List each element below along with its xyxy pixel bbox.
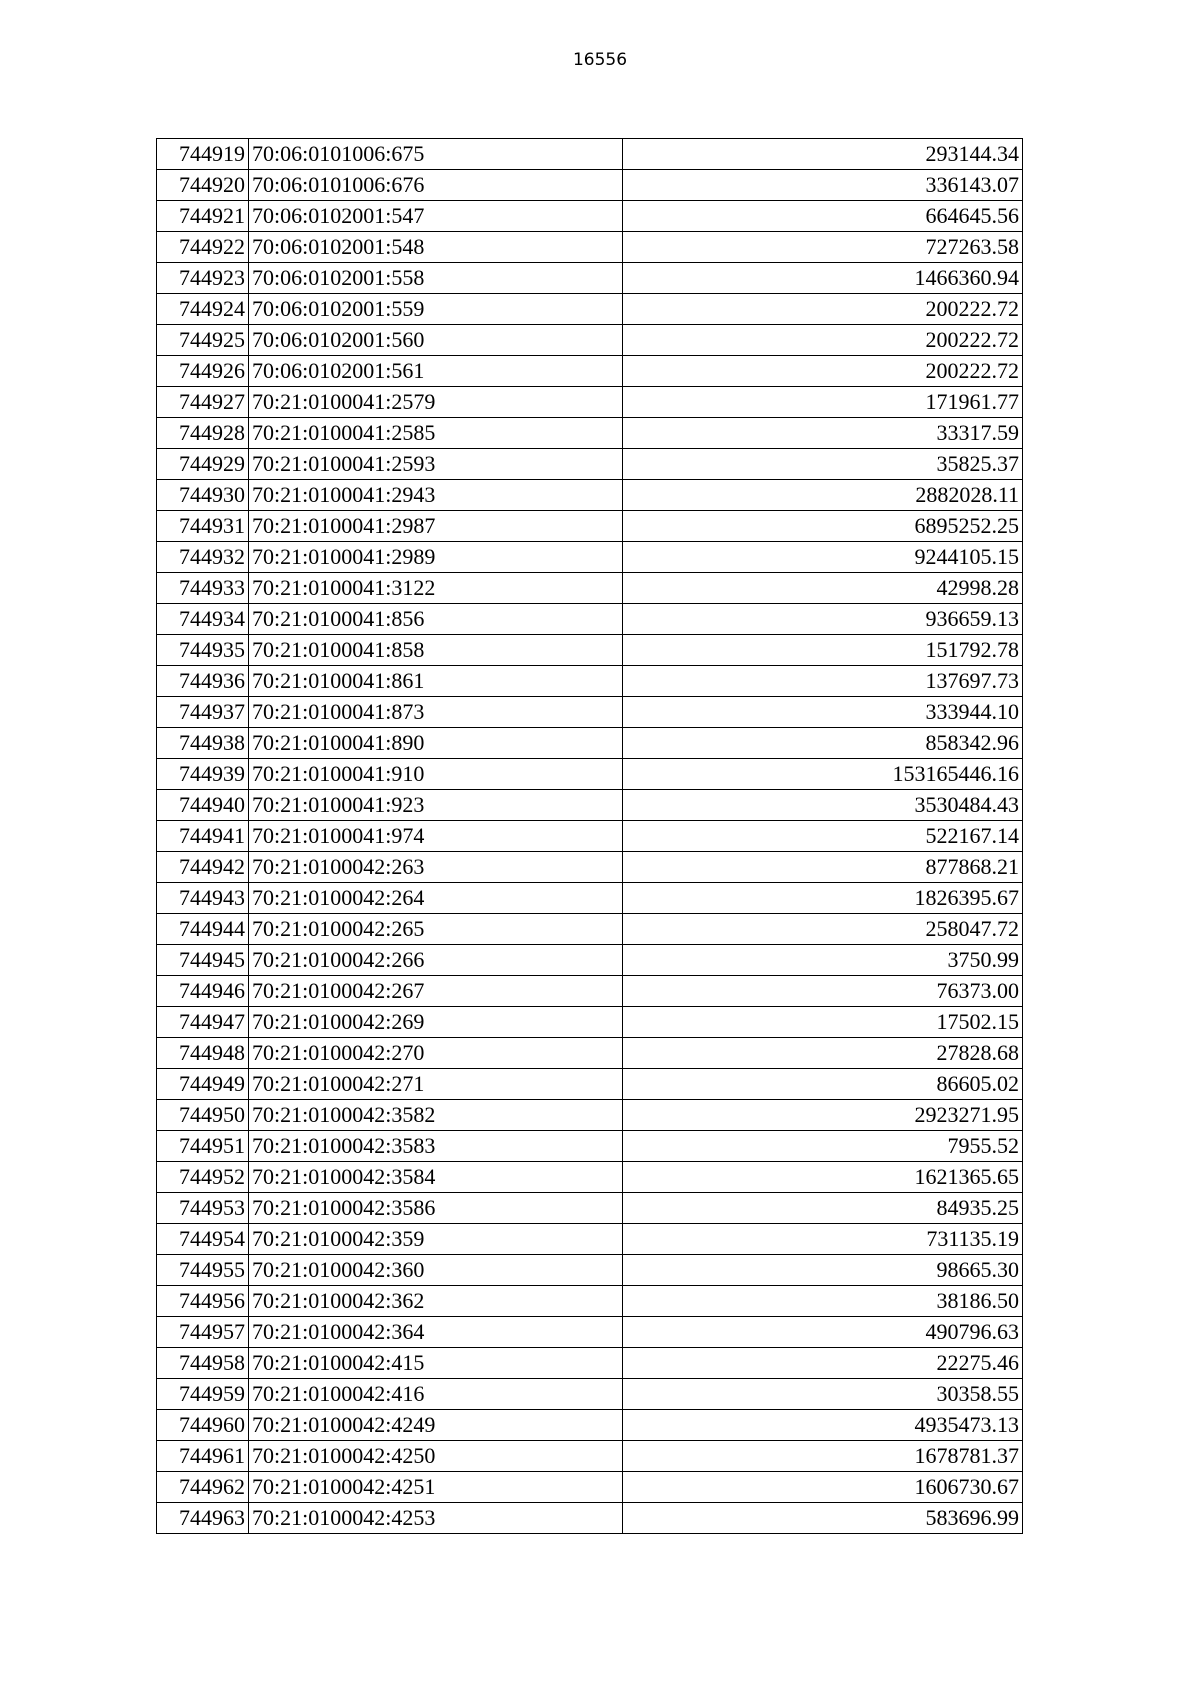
row-number-cell: 744962 xyxy=(157,1472,249,1503)
cadastral-number-cell: 70:21:0100041:2593 xyxy=(249,449,623,480)
cadastral-number-cell: 70:21:0100042:3584 xyxy=(249,1162,623,1193)
cadastral-number-cell: 70:21:0100042:267 xyxy=(249,976,623,1007)
row-number-cell: 744919 xyxy=(157,139,249,170)
row-number-cell: 744947 xyxy=(157,1007,249,1038)
cadastral-number-cell: 70:21:0100042:265 xyxy=(249,914,623,945)
cadastral-value-cell: 35825.37 xyxy=(623,449,1023,480)
cadastral-value-cell: 200222.72 xyxy=(623,356,1023,387)
row-number-cell: 744931 xyxy=(157,511,249,542)
cadastral-value-cell: 877868.21 xyxy=(623,852,1023,883)
table-row xyxy=(157,821,1023,852)
table-row xyxy=(157,1410,1023,1441)
row-number-cell: 744954 xyxy=(157,1224,249,1255)
cadastral-number-cell: 70:21:0100041:890 xyxy=(249,728,623,759)
table-row xyxy=(157,1472,1023,1503)
table-row xyxy=(157,1224,1023,1255)
cadastral-value-cell: 936659.13 xyxy=(623,604,1023,635)
cadastral-value-cell: 1826395.67 xyxy=(623,883,1023,914)
row-number-cell: 744939 xyxy=(157,759,249,790)
row-number-cell: 744934 xyxy=(157,604,249,635)
row-number-cell: 744923 xyxy=(157,263,249,294)
cadastral-value-cell: 3750.99 xyxy=(623,945,1023,976)
row-number-cell: 744933 xyxy=(157,573,249,604)
table-row xyxy=(157,976,1023,1007)
cadastral-value-cell: 137697.73 xyxy=(623,666,1023,697)
cadastral-number-cell: 70:21:0100042:364 xyxy=(249,1317,623,1348)
cadastral-value-cell: 583696.99 xyxy=(623,1503,1023,1534)
cadastral-number-cell: 70:06:0102001:560 xyxy=(249,325,623,356)
page-number: 16556 xyxy=(572,50,628,70)
cadastral-value-cell: 17502.15 xyxy=(623,1007,1023,1038)
table-row xyxy=(157,852,1023,883)
cadastral-value-cell: 293144.34 xyxy=(623,139,1023,170)
table-row xyxy=(157,914,1023,945)
cadastral-number-cell: 70:21:0100042:3582 xyxy=(249,1100,623,1131)
cadastral-value-cell: 858342.96 xyxy=(623,728,1023,759)
table-row xyxy=(157,263,1023,294)
row-number-cell: 744963 xyxy=(157,1503,249,1534)
cadastral-value-cell: 9244105.15 xyxy=(623,542,1023,573)
cadastral-value-cell: 1606730.67 xyxy=(623,1472,1023,1503)
table-row xyxy=(157,356,1023,387)
cadastral-number-cell: 70:21:0100042:359 xyxy=(249,1224,623,1255)
row-number-cell: 744922 xyxy=(157,232,249,263)
cadastral-value-cell: 2923271.95 xyxy=(623,1100,1023,1131)
row-number-cell: 744925 xyxy=(157,325,249,356)
cadastral-value-cell: 151792.78 xyxy=(623,635,1023,666)
table-row xyxy=(157,542,1023,573)
table-row xyxy=(157,1379,1023,1410)
cadastral-value-cell: 153165446.16 xyxy=(623,759,1023,790)
table-row xyxy=(157,697,1023,728)
table-row xyxy=(157,1348,1023,1379)
cadastral-number-cell: 70:21:0100042:415 xyxy=(249,1348,623,1379)
row-number-cell: 744943 xyxy=(157,883,249,914)
cadastral-value-cell: 86605.02 xyxy=(623,1069,1023,1100)
table-row xyxy=(157,139,1023,170)
cadastral-number-cell: 70:21:0100042:362 xyxy=(249,1286,623,1317)
row-number-cell: 744961 xyxy=(157,1441,249,1472)
table-row xyxy=(157,666,1023,697)
cadastral-number-cell: 70:21:0100042:360 xyxy=(249,1255,623,1286)
table-row xyxy=(157,1038,1023,1069)
row-number-cell: 744944 xyxy=(157,914,249,945)
row-number-cell: 744948 xyxy=(157,1038,249,1069)
row-number-cell: 744957 xyxy=(157,1317,249,1348)
cadastral-number-cell: 70:21:0100042:263 xyxy=(249,852,623,883)
table-row xyxy=(157,728,1023,759)
table-row xyxy=(157,511,1023,542)
cadastral-value-table xyxy=(156,138,1023,1534)
table-row xyxy=(157,387,1023,418)
cadastral-value-cell: 731135.19 xyxy=(623,1224,1023,1255)
cadastral-number-cell: 70:21:0100042:271 xyxy=(249,1069,623,1100)
table-row xyxy=(157,1100,1023,1131)
cadastral-number-cell: 70:21:0100041:3122 xyxy=(249,573,623,604)
cadastral-number-cell: 70:21:0100042:264 xyxy=(249,883,623,914)
cadastral-value-cell: 664645.56 xyxy=(623,201,1023,232)
row-number-cell: 744959 xyxy=(157,1379,249,1410)
cadastral-number-cell: 70:06:0102001:547 xyxy=(249,201,623,232)
cadastral-value-cell: 98665.30 xyxy=(623,1255,1023,1286)
cadastral-number-cell: 70:06:0102001:548 xyxy=(249,232,623,263)
cadastral-number-cell: 70:06:0102001:558 xyxy=(249,263,623,294)
cadastral-value-cell: 42998.28 xyxy=(623,573,1023,604)
cadastral-number-cell: 70:21:0100041:856 xyxy=(249,604,623,635)
cadastral-number-cell: 70:21:0100042:270 xyxy=(249,1038,623,1069)
table-row xyxy=(157,1286,1023,1317)
row-number-cell: 744952 xyxy=(157,1162,249,1193)
cadastral-value-cell: 1678781.37 xyxy=(623,1441,1023,1472)
cadastral-number-cell: 70:21:0100042:4251 xyxy=(249,1472,623,1503)
row-number-cell: 744956 xyxy=(157,1286,249,1317)
cadastral-number-cell: 70:21:0100042:269 xyxy=(249,1007,623,1038)
cadastral-number-cell: 70:21:0100042:4249 xyxy=(249,1410,623,1441)
row-number-cell: 744940 xyxy=(157,790,249,821)
cadastral-number-cell: 70:21:0100041:923 xyxy=(249,790,623,821)
row-number-cell: 744920 xyxy=(157,170,249,201)
cadastral-number-cell: 70:21:0100041:974 xyxy=(249,821,623,852)
row-number-cell: 744958 xyxy=(157,1348,249,1379)
cadastral-number-cell: 70:06:0101006:676 xyxy=(249,170,623,201)
table-row xyxy=(157,1441,1023,1472)
row-number-cell: 744930 xyxy=(157,480,249,511)
table-row xyxy=(157,1317,1023,1348)
cadastral-number-cell: 70:21:0100041:2989 xyxy=(249,542,623,573)
row-number-cell: 744938 xyxy=(157,728,249,759)
table-row xyxy=(157,1503,1023,1534)
cadastral-value-cell: 490796.63 xyxy=(623,1317,1023,1348)
row-number-cell: 744928 xyxy=(157,418,249,449)
cadastral-value-cell: 200222.72 xyxy=(623,294,1023,325)
row-number-cell: 744960 xyxy=(157,1410,249,1441)
table-row xyxy=(157,1007,1023,1038)
cadastral-value-cell: 522167.14 xyxy=(623,821,1023,852)
cadastral-value-cell: 171961.77 xyxy=(623,387,1023,418)
cadastral-number-cell: 70:21:0100041:858 xyxy=(249,635,623,666)
cadastral-value-cell: 1466360.94 xyxy=(623,263,1023,294)
row-number-cell: 744942 xyxy=(157,852,249,883)
cadastral-value-cell: 2882028.11 xyxy=(623,480,1023,511)
table-row xyxy=(157,1193,1023,1224)
cadastral-value-cell: 22275.46 xyxy=(623,1348,1023,1379)
cadastral-number-cell: 70:21:0100041:910 xyxy=(249,759,623,790)
cadastral-number-cell: 70:06:0102001:561 xyxy=(249,356,623,387)
cadastral-value-cell: 727263.58 xyxy=(623,232,1023,263)
cadastral-value-cell: 7955.52 xyxy=(623,1131,1023,1162)
table-row xyxy=(157,759,1023,790)
cadastral-value-cell: 33317.59 xyxy=(623,418,1023,449)
table-row xyxy=(157,945,1023,976)
cadastral-number-cell: 70:21:0100041:2579 xyxy=(249,387,623,418)
table-row xyxy=(157,1162,1023,1193)
row-number-cell: 744955 xyxy=(157,1255,249,1286)
row-number-cell: 744921 xyxy=(157,201,249,232)
row-number-cell: 744936 xyxy=(157,666,249,697)
row-number-cell: 744946 xyxy=(157,976,249,1007)
row-number-cell: 744932 xyxy=(157,542,249,573)
cadastral-number-cell: 70:21:0100042:3583 xyxy=(249,1131,623,1162)
table-row xyxy=(157,449,1023,480)
row-number-cell: 744924 xyxy=(157,294,249,325)
cadastral-value-cell: 4935473.13 xyxy=(623,1410,1023,1441)
row-number-cell: 744951 xyxy=(157,1131,249,1162)
table-row xyxy=(157,1131,1023,1162)
row-number-cell: 744953 xyxy=(157,1193,249,1224)
cadastral-number-cell: 70:21:0100041:861 xyxy=(249,666,623,697)
table-row xyxy=(157,790,1023,821)
row-number-cell: 744949 xyxy=(157,1069,249,1100)
cadastral-value-cell: 333944.10 xyxy=(623,697,1023,728)
cadastral-value-cell: 200222.72 xyxy=(623,325,1023,356)
cadastral-number-cell: 70:21:0100042:4250 xyxy=(249,1441,623,1472)
cadastral-number-cell: 70:06:0102001:559 xyxy=(249,294,623,325)
cadastral-value-cell: 336143.07 xyxy=(623,170,1023,201)
cadastral-value-cell: 27828.68 xyxy=(623,1038,1023,1069)
row-number-cell: 744941 xyxy=(157,821,249,852)
cadastral-number-cell: 70:21:0100041:2943 xyxy=(249,480,623,511)
cadastral-value-cell: 1621365.65 xyxy=(623,1162,1023,1193)
row-number-cell: 744927 xyxy=(157,387,249,418)
row-number-cell: 744945 xyxy=(157,945,249,976)
row-number-cell: 744937 xyxy=(157,697,249,728)
table-row xyxy=(157,604,1023,635)
table-row xyxy=(157,325,1023,356)
row-number-cell: 744926 xyxy=(157,356,249,387)
table-row xyxy=(157,480,1023,511)
cadastral-number-cell: 70:21:0100042:266 xyxy=(249,945,623,976)
table-row xyxy=(157,418,1023,449)
table-row xyxy=(157,1255,1023,1286)
cadastral-value-cell: 3530484.43 xyxy=(623,790,1023,821)
cadastral-number-cell: 70:21:0100042:416 xyxy=(249,1379,623,1410)
cadastral-number-cell: 70:21:0100041:873 xyxy=(249,697,623,728)
table-row xyxy=(157,201,1023,232)
cadastral-number-cell: 70:21:0100042:4253 xyxy=(249,1503,623,1534)
cadastral-number-cell: 70:21:0100042:3586 xyxy=(249,1193,623,1224)
cadastral-value-cell: 6895252.25 xyxy=(623,511,1023,542)
table-row xyxy=(157,1069,1023,1100)
table-row xyxy=(157,170,1023,201)
cadastral-value-cell: 258047.72 xyxy=(623,914,1023,945)
cadastral-value-cell: 38186.50 xyxy=(623,1286,1023,1317)
table-row xyxy=(157,883,1023,914)
table-row xyxy=(157,573,1023,604)
table-body xyxy=(157,139,1023,1534)
row-number-cell: 744929 xyxy=(157,449,249,480)
cadastral-number-cell: 70:21:0100041:2585 xyxy=(249,418,623,449)
table-row xyxy=(157,635,1023,666)
cadastral-value-cell: 84935.25 xyxy=(623,1193,1023,1224)
cadastral-number-cell: 70:06:0101006:675 xyxy=(249,139,623,170)
table-row xyxy=(157,294,1023,325)
table-row xyxy=(157,232,1023,263)
cadastral-value-cell: 76373.00 xyxy=(623,976,1023,1007)
row-number-cell: 744950 xyxy=(157,1100,249,1131)
row-number-cell: 744935 xyxy=(157,635,249,666)
cadastral-value-cell: 30358.55 xyxy=(623,1379,1023,1410)
cadastral-number-cell: 70:21:0100041:2987 xyxy=(249,511,623,542)
